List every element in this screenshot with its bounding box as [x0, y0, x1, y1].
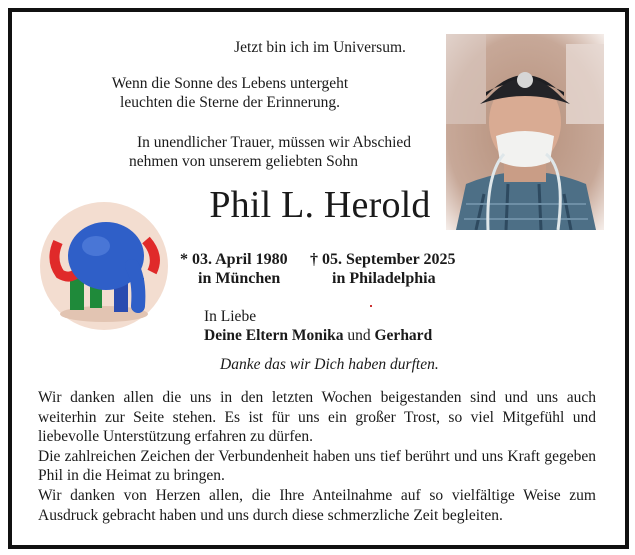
mourning-line-2: nehmen von unserem geliebten Sohn	[129, 153, 359, 170]
acknowledgement-paragraph-1: Wir danken allen die uns in den letzten Wochen beigestanden sind und uns auch weiterhin zur Seite stehen. Es ist für uns ein großer Trost, so viel Mitgefühl und liebevolle Unterstützung erfahren zu dürfen.	[38, 389, 596, 446]
conjunction: und	[347, 327, 371, 344]
parents-names: Deine Eltern Monika	[204, 327, 344, 344]
thanks-line: Danke das wir Dich haben durften.	[220, 356, 439, 373]
death-date: † 05. September 2025	[310, 251, 456, 268]
toy-elephant-illustration	[40, 202, 168, 330]
death-place: in Philadelphia	[332, 270, 436, 287]
father-name: Gerhard	[374, 327, 433, 344]
acknowledgement-text	[38, 388, 596, 525]
birth-place: in München	[198, 270, 281, 287]
mourning-line-1: In unendlicher Trauer, müssen wir Abschied	[136, 134, 412, 151]
quote-line-3: leuchten die Sterne der Erinnerung.	[120, 94, 340, 111]
quote-line-1: Jetzt bin ich im Universum.	[234, 39, 406, 56]
decorative-dot	[370, 305, 372, 307]
quote-line-2: Wenn die Sonne des Lebens untergeht	[111, 75, 349, 92]
birth-date: * 03. April 1980	[180, 251, 288, 268]
portrait-photo	[446, 34, 604, 230]
acknowledgement-paragraph-2: Die zahlreichen Zeichen der Verbundenheit haben uns tief berührt und uns Kraft gegeben Phil in die Heimat zu bringen.	[38, 447, 596, 485]
acknowledgement-paragraph-3: Wir danken von Herzen allen, die Ihre Anteilnahme auf so vielfältige Weise zum Ausdruck gebracht haben und uns durch diese schmerzliche Zeit begleiten.	[38, 486, 596, 524]
signature-names	[204, 326, 432, 346]
signature-intro: In Liebe	[204, 308, 257, 325]
deceased-name: Phil L. Herold	[209, 184, 431, 226]
